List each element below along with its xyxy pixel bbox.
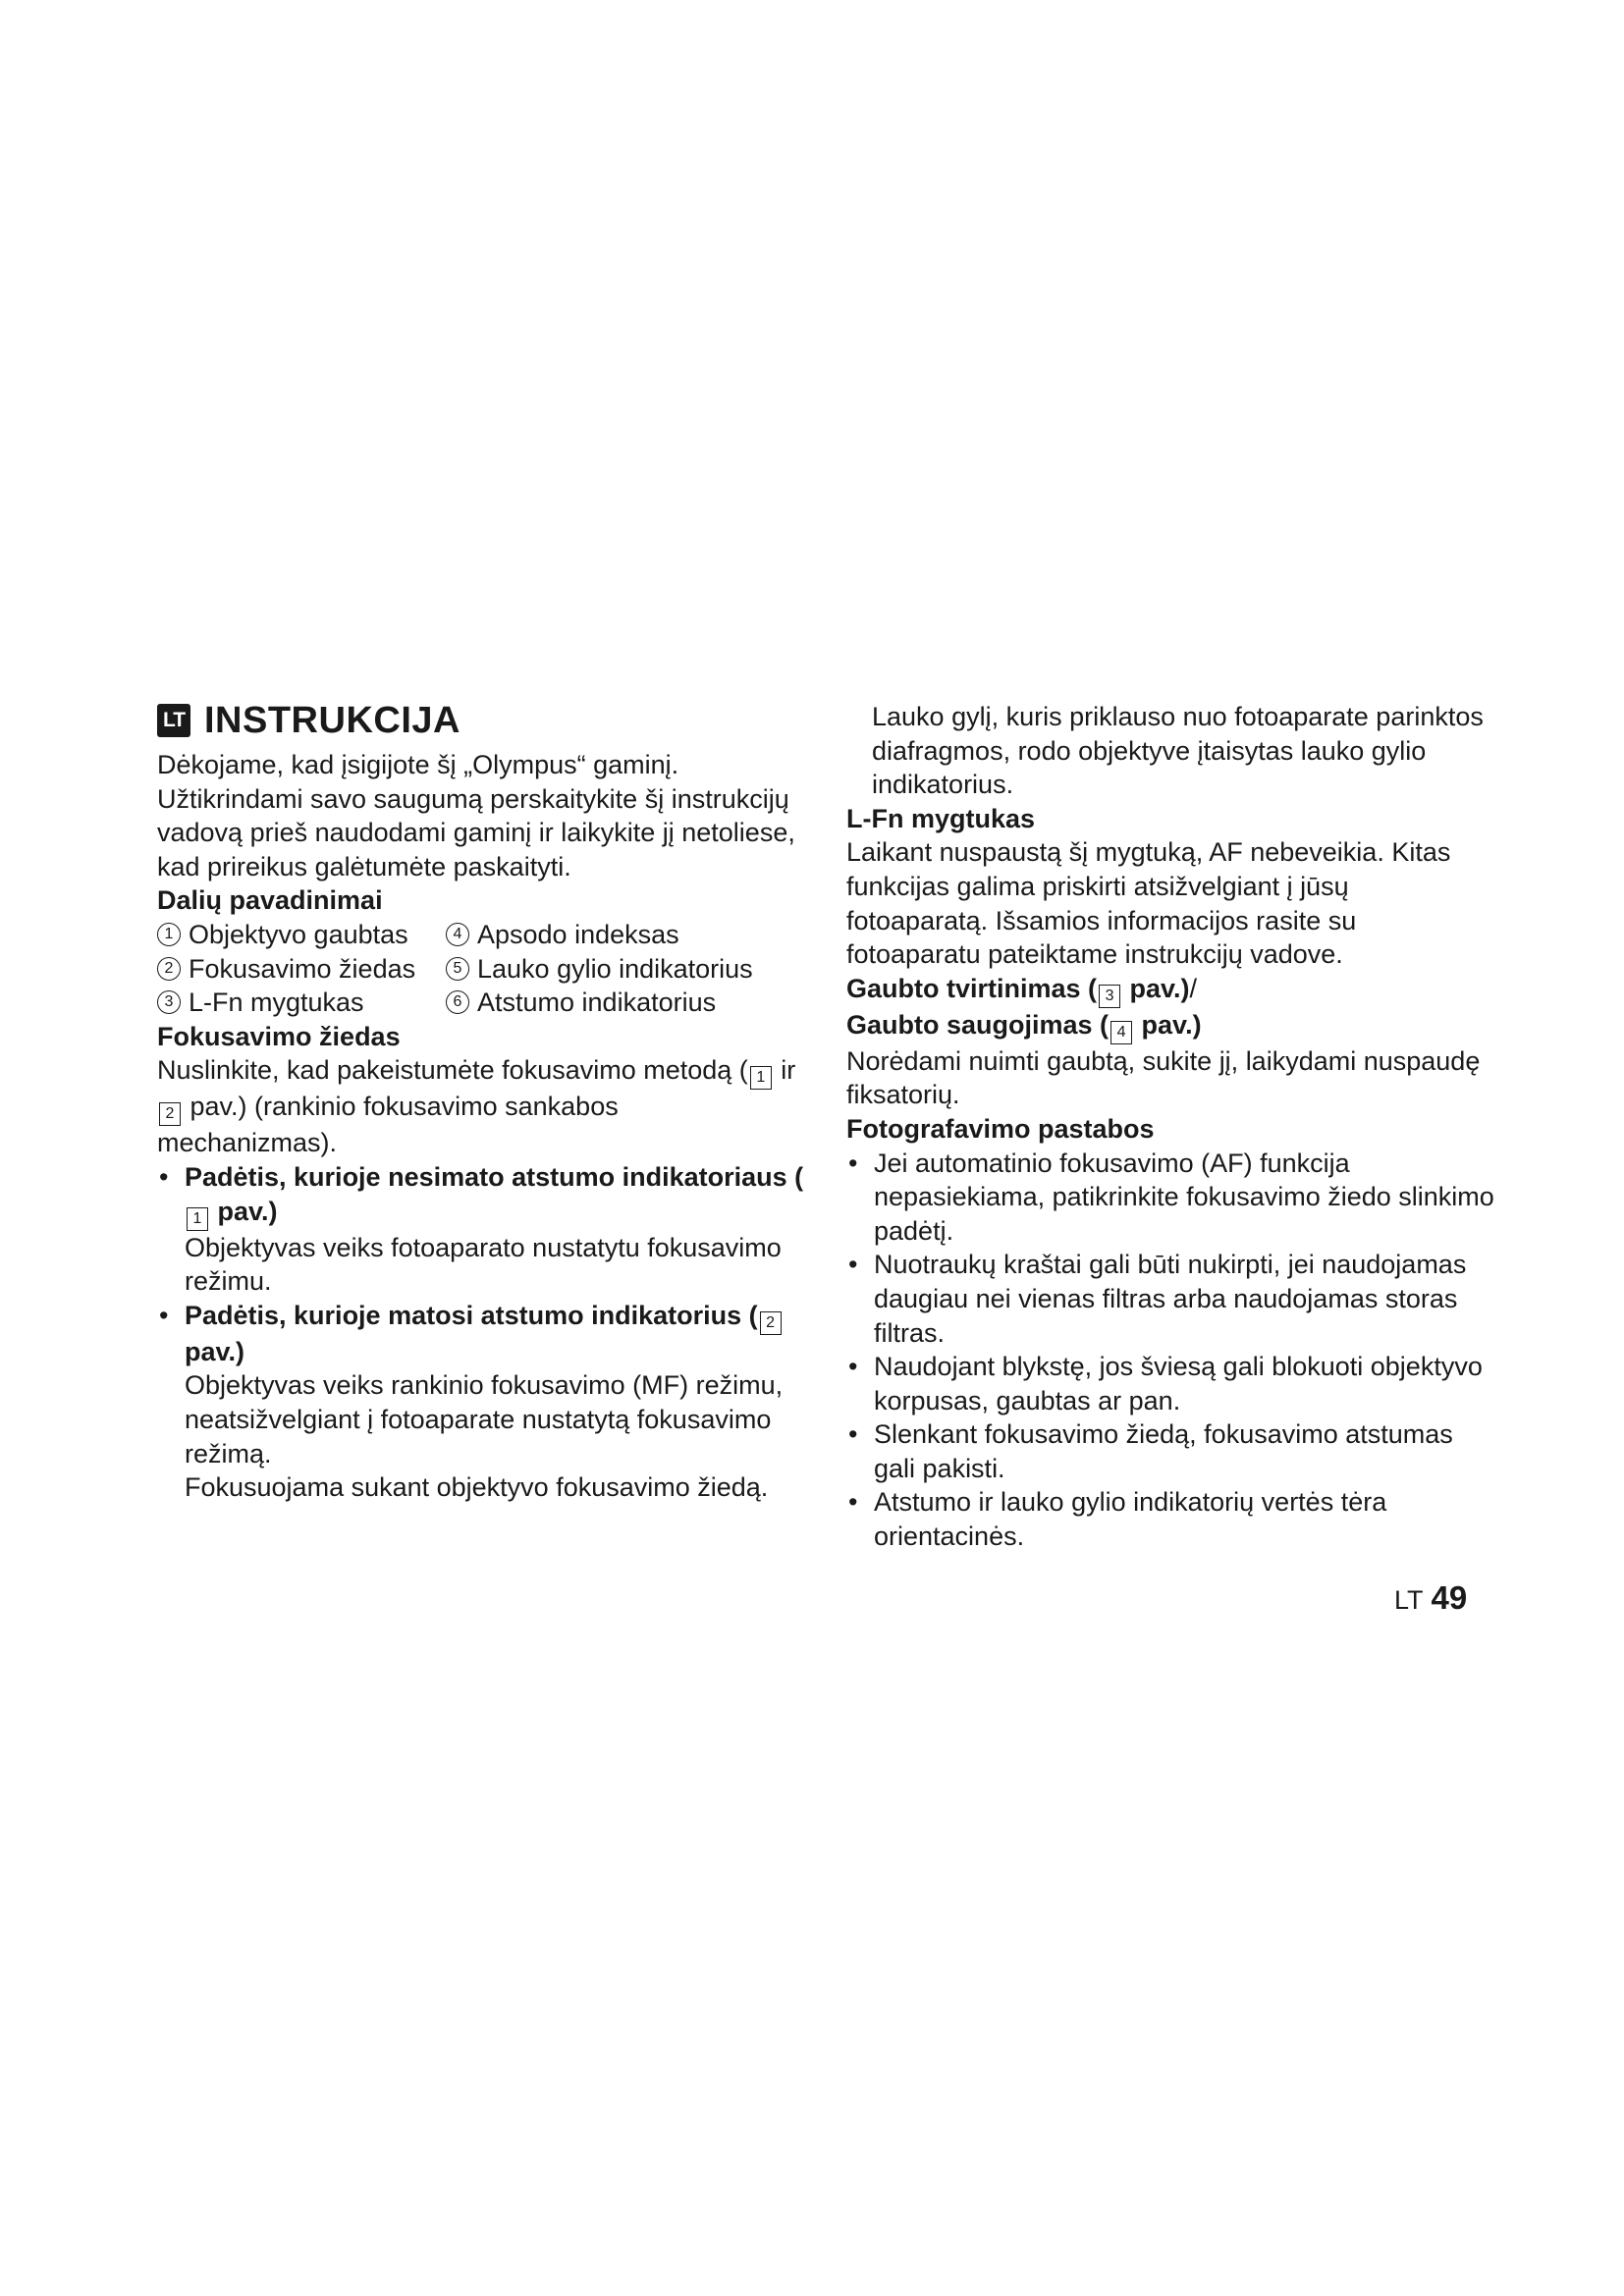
text-span: Nuslinkite, kad pakeistumėte fokusavimo metodą ( — [157, 1055, 748, 1086]
text-span: pav.) — [210, 1196, 278, 1226]
left-column — [157, 699, 805, 1505]
number-circle: 5 — [446, 957, 469, 981]
part-item — [157, 952, 446, 987]
bullet-text: Objektyvas veiks rankinio fokusavimo (MF) režimu, neatsižvelgiant į fotoaparate nustatytą fokusavimo režimą. — [185, 1370, 784, 1468]
figure-ref: 2 — [159, 1102, 181, 1126]
figure-ref: 2 — [760, 1311, 782, 1335]
part-item — [157, 918, 446, 952]
text-span: / — [1189, 973, 1198, 1003]
bullet-title — [185, 1299, 805, 1369]
parts-heading: Dalių pavadinimai — [157, 885, 383, 916]
dof-paragraph: Lauko gylį, kuris priklauso nuo fotoaparate parinktos diafragmos, rodo objektyve įtaisytas lauko gylio indikatorius. — [872, 702, 1484, 800]
part-label: Atstumo indikatorius — [477, 988, 717, 1018]
lfn-heading: L-Fn mygtukas — [846, 803, 1036, 833]
part-label: L-Fn mygtukas — [189, 988, 364, 1018]
hood-store-heading — [846, 1008, 1494, 1044]
figure-ref: 4 — [1110, 1021, 1132, 1044]
figure-ref: 1 — [750, 1066, 772, 1090]
figure-ref: 1 — [187, 1207, 208, 1231]
title-text: INSTRUKCIJA — [204, 699, 460, 741]
number-circle: 3 — [157, 990, 181, 1014]
note-item: • Slenkant fokusavimo žiedą, fokusavimo atstumas gali pakisti. — [846, 1417, 1494, 1485]
bullet-text: Objektyvas veiks fotoaparato nustatytu fokusavimo režimu. — [185, 1232, 782, 1297]
focus-bullet-2 — [157, 1299, 805, 1505]
part-label: Lauko gylio indikatorius — [477, 953, 753, 984]
text-span: Padėtis, kurioje nesimato atstumo indikatoriaus ( — [185, 1161, 804, 1192]
hood-attach-heading — [846, 972, 1494, 1008]
figure-ref: 3 — [1099, 985, 1120, 1008]
page-title — [157, 699, 805, 742]
part-item — [157, 986, 446, 1020]
footer-lang: LT — [1394, 1585, 1424, 1615]
bullet-title — [185, 1160, 805, 1231]
language-badge: LT — [157, 704, 190, 737]
right-column — [846, 700, 1494, 1554]
text-span: Gaubto tvirtinimas ( — [846, 973, 1098, 1003]
focus-ring-paragraph — [157, 1053, 805, 1160]
parts-list — [157, 918, 805, 1020]
part-label: Fokusavimo žiedas — [189, 953, 416, 984]
part-label: Objektyvo gaubtas — [189, 919, 408, 949]
part-item — [446, 986, 805, 1020]
text-span: pav.) — [185, 1336, 245, 1366]
note-item: • Naudojant blykstę, jos šviesą gali blokuoti objektyvo korpusas, gaubtas ar pan. — [846, 1350, 1494, 1417]
hood-paragraph: Norėdami nuimti gaubtą, sukite jį, laikydami nuspaudę fiksatorių. — [846, 1045, 1481, 1110]
text-span: Padėtis, kurioje matosi atstumo indikatorius ( — [185, 1300, 758, 1330]
text-span: Gaubto saugojimas ( — [846, 1009, 1110, 1040]
focus-bullet-1 — [157, 1160, 805, 1299]
number-circle: 1 — [157, 923, 181, 946]
focus-ring-heading: Fokusavimo žiedas — [157, 1021, 401, 1051]
note-item: • Atstumo ir lauko gylio indikatorių vertės tėra orientacinės. — [846, 1485, 1494, 1553]
intro-paragraph: Dėkojame, kad įsigijote šį „Olympus“ gaminį. Užtikrindami savo saugumą perskaitykite šį instrukcijų vadovą prieš naudodami gaminį ir laikykite jį netoliese, kad prireikus galėtumėte paskaityti. — [157, 750, 795, 881]
lfn-paragraph: Laikant nuspaustą šį mygtuką, AF nebeveikia. Kitas funkcijas galima priskirti atsižvelgiant į jūsų fotoaparatą. Išsamios informacijos rasite su fotoaparatu pateiktame instrukcijų vadove. — [846, 837, 1451, 970]
part-item — [446, 952, 805, 987]
part-item — [446, 918, 805, 952]
text-span: ir — [773, 1055, 796, 1086]
text-span: pav.) — [1122, 973, 1190, 1003]
page-footer — [1394, 1580, 1467, 1618]
number-circle: 6 — [446, 990, 469, 1014]
note-item: • Jei automatinio fokusavimo (AF) funkcija nepasiekiama, patikrinkite fokusavimo žiedo slinkimo padėtį. — [846, 1147, 1494, 1249]
text-span: pav.) (rankinio fokusavimo sankabos mechanizmas). — [157, 1092, 619, 1158]
bullet-text: Fokusuojama sukant objektyvo fokusavimo žiedą. — [185, 1472, 769, 1503]
page-number: 49 — [1431, 1579, 1468, 1616]
text-span: pav.) — [1134, 1009, 1202, 1040]
note-item: • Nuotraukų kraštai gali būti nukirpti, jei naudojamas daugiau nei vienas filtras arba naudojamas storas filtras. — [846, 1248, 1494, 1350]
notes-heading: Fotografavimo pastabos — [846, 1113, 1155, 1144]
part-label: Apsodo indeksas — [477, 919, 679, 949]
number-circle: 4 — [446, 923, 469, 946]
number-circle: 2 — [157, 957, 181, 981]
